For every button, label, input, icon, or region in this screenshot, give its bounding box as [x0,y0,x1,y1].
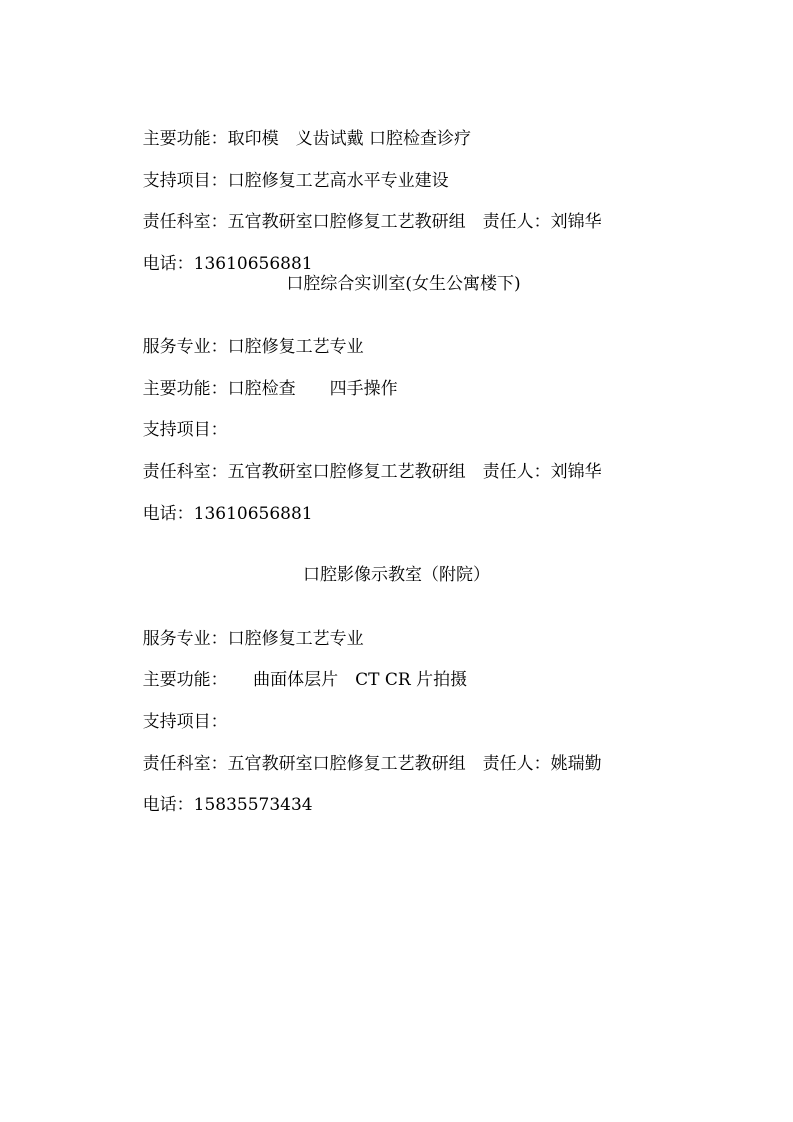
s3-phone-line [121,772,313,838]
s3-function-value: 曲面体层片 CT CR 片拍摄 [219,670,468,690]
s2-function-value: 口腔检查 四手操作 [227,379,398,399]
s3-service-value: 口腔修复工艺专业 [227,629,364,649]
s1-person-label: 责任人： [482,212,551,232]
s2-service-label: 服务专业： [142,337,228,357]
s1-dept-value: 五官教研室口腔修复工艺教研组 [227,212,466,232]
s1-phone-value: 13610656881 [193,254,313,274]
s2-person-label: 责任人： [482,462,551,482]
s1-project-label: 支持项目： [142,171,228,191]
s2-title: 口腔综合实训室(女生公寓楼下) [286,274,521,294]
s3-service-label: 服务专业： [142,629,228,649]
s3-person-label: 责任人： [482,754,551,774]
s2-dept-value: 五官教研室口腔修复工艺教研组 [227,462,466,482]
s2-dept-label: 责任科室： [142,462,228,482]
s3-phone-label: 电话： [142,795,194,815]
s3-title: 口腔影像示教室（附院） [303,565,490,585]
s3-project-label: 支持项目： [142,712,228,732]
s3-dept-label: 责任科室： [142,754,228,774]
s2-function-label: 主要功能： [142,379,228,399]
s1-function-value: 取印模 义齿试戴 口腔检查诊疗 [227,129,472,149]
s2-service-value: 口腔修复工艺专业 [227,337,364,357]
s3-dept-value: 五官教研室口腔修复工艺教研组 [227,754,466,774]
s3-phone-value: 15835573434 [193,795,313,815]
s1-phone-label: 电话： [142,254,194,274]
s2-phone-line [121,481,313,547]
s1-function-label: 主要功能： [142,129,228,149]
s2-project-label: 支持项目： [142,420,228,440]
s3-person-value: 姚瑞勤 [550,754,602,774]
s3-function-label: 主要功能： [142,670,220,690]
s1-project-value: 口腔修复工艺高水平专业建设 [227,171,449,191]
s1-dept-label: 责任科室： [142,212,228,232]
s1-person-value: 刘锦华 [550,212,602,232]
s2-person-value: 刘锦华 [550,462,602,482]
s2-phone-value: 13610656881 [193,504,313,524]
s2-phone-label: 电话： [142,504,194,524]
